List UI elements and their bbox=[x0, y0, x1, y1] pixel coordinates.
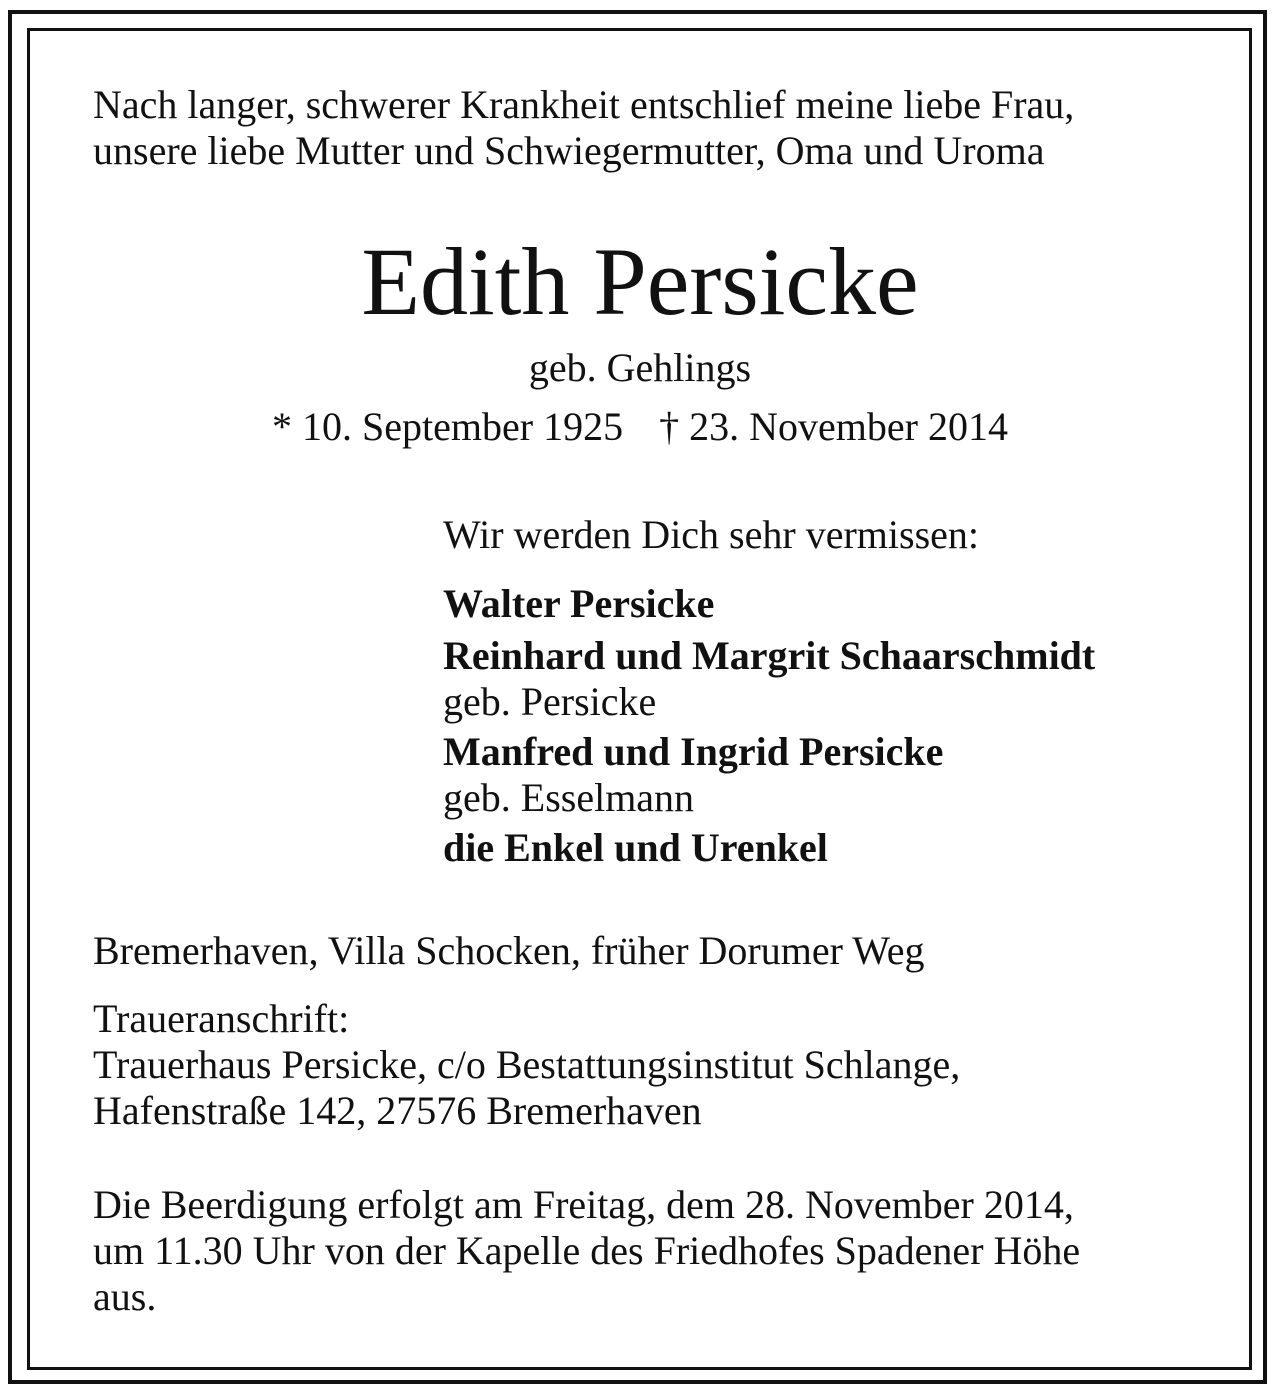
funeral-line-1: Die Beerdigung erfolgt am Freitag, dem 28. November 2014, bbox=[93, 1182, 1074, 1227]
deceased-name: Edith Persicke bbox=[361, 228, 919, 335]
intro-text bbox=[93, 82, 1074, 174]
mourners-heading: Wir werden Dich sehr vermissen: bbox=[443, 512, 979, 557]
intro-line-1: Nach langer, schwerer Krankheit entschlief meine liebe Frau, bbox=[93, 82, 1075, 127]
life-dates bbox=[0, 404, 1280, 450]
mourner-name: Manfred und Ingrid Persicke bbox=[443, 729, 944, 774]
address-line-2: Hafenstraße 142, 27576 Bremerhaven bbox=[93, 1088, 702, 1133]
mourner-name: Walter Persicke bbox=[443, 581, 715, 626]
intro-line-2: unsere liebe Mutter und Schwiegermutter, Oma und Uroma bbox=[93, 128, 1045, 173]
mourner-entry bbox=[443, 632, 1095, 724]
funeral-line-2: um 11.30 Uhr von der Kapelle des Friedhofes Spadener Höhe bbox=[93, 1228, 1081, 1273]
death-date: † 23. November 2014 bbox=[659, 404, 1008, 449]
mourner-entry bbox=[443, 728, 1095, 820]
mourner-name: die Enkel und Urenkel bbox=[443, 825, 828, 870]
mourners-list bbox=[443, 580, 1095, 876]
mourning-address bbox=[93, 996, 960, 1134]
residence-line: Bremerhaven, Villa Schocken, früher Dorumer Weg bbox=[93, 928, 925, 973]
mourner-entry bbox=[443, 580, 1095, 628]
birth-name: geb. Gehlings bbox=[528, 345, 752, 390]
funeral-line-3: aus. bbox=[93, 1274, 157, 1319]
address-line-1: Trauerhaus Persicke, c/o Bestattungsinstitut Schlange, bbox=[93, 1042, 961, 1087]
mourner-birth-name: geb. Persicke bbox=[443, 679, 657, 724]
mourner-entry bbox=[443, 824, 1095, 872]
address-label: Traueranschrift: bbox=[93, 996, 350, 1041]
funeral-notice bbox=[93, 1182, 1080, 1320]
mourner-name: Reinhard und Margrit Schaarschmidt bbox=[443, 633, 1096, 678]
mourner-birth-name: geb. Esselmann bbox=[443, 775, 695, 820]
birth-date: * 10. September 1925 bbox=[272, 404, 624, 449]
